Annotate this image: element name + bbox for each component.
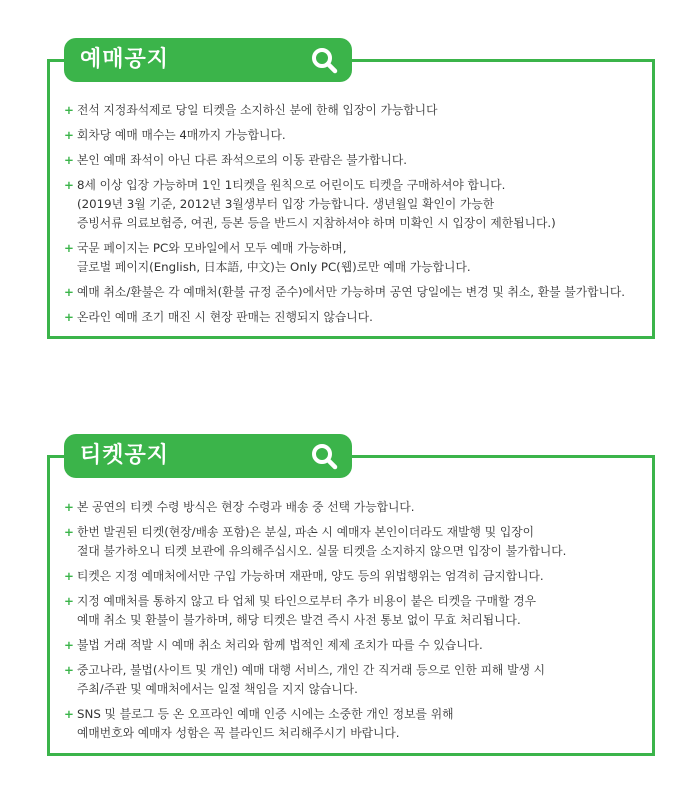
- reservation-notice-list: [64, 101, 644, 333]
- search-icon[interactable]: [310, 46, 338, 74]
- reservation-notice-box: [47, 47, 655, 339]
- list-item: + 본인 예매 좌석이 아닌 다른 좌석으로의 이동 관람은 불가합니다.: [64, 151, 644, 170]
- list-item: + 중고나라, 불법(사이트 및 개인) 예매 대행 서비스, 개인 간 직거래 등으로 인한 피해 발생 시 주최/주관 및 예매처에서는 일절 책임을 지지 않습니다.: [64, 661, 644, 699]
- list-item: + 예매 취소/환불은 각 예매처(환불 규정 준수)에서만 가능하며 공연 당일에는 변경 및 취소, 환불 불가합니다.: [64, 283, 644, 302]
- ticket-notice-list: [64, 498, 644, 749]
- list-item: + 티켓은 지정 예매처에서만 구입 가능하며 재판매, 양도 등의 위법행위는 엄격히 금지합니다.: [64, 567, 644, 586]
- reservation-notice-header: [64, 38, 352, 82]
- list-item: + 한번 발권된 티켓(현장/배송 포함)은 분실, 파손 시 예매자 본인이더라도 재발행 및 입장이 절대 불가하오니 티켓 보관에 유의해주십시오. 실물 티켓을 소지하지 않으면 입장이 불가합니다.: [64, 523, 644, 561]
- list-item: + SNS 및 블로그 등 온 오프라인 예매 인증 시에는 소중한 개인 정보를 위해 예매번호와 예매자 성함은 꼭 블라인드 처리해주시기 바랍니다.: [64, 705, 644, 743]
- ticket-notice-header: [64, 434, 352, 478]
- ticket-notice-box: [47, 443, 655, 756]
- list-item: + 회차당 예매 매수는 4매까지 가능합니다.: [64, 126, 644, 145]
- list-item: + 8세 이상 입장 가능하며 1인 1티켓을 원칙으로 어린이도 티켓을 구매하셔야 합니다. (2019년 3월 기준, 2012년 3월생부터 입장 가능합니다. 생년월일 확인이 가능한 증빙서류 의료보험증, 여권, 등본 등을 반드시 지참하셔야 하며 미확인 시 입장이 제한됩니다.): [64, 176, 644, 233]
- section-title: 예매공지: [80, 47, 170, 72]
- list-item: + 온라인 예매 조기 매진 시 현장 판매는 진행되지 않습니다.: [64, 308, 644, 327]
- list-item: + 지정 예매처를 통하지 않고 타 업체 및 타인으로부터 추가 비용이 붙은 티켓을 구매할 경우 예매 취소 및 환불이 불가하며, 해당 티켓은 발견 즉시 사전 통보 없이 무효 처리됩니다.: [64, 592, 644, 630]
- list-item: + 불법 거래 적발 시 예매 취소 처리와 함께 법적인 제제 조치가 따를 수 있습니다.: [64, 636, 644, 655]
- list-item: + 국문 페이지는 PC와 모바일에서 모두 예매 가능하며, 글로벌 페이지(English, 日本語, 中文)는 Only PC(웹)로만 예매 가능합니다.: [64, 239, 644, 277]
- section-title: 티켓공지: [80, 443, 170, 468]
- list-item: + 전석 지정좌석제로 당일 티켓을 소지하신 분에 한해 입장이 가능합니다: [64, 101, 644, 120]
- search-icon[interactable]: [310, 442, 338, 470]
- list-item: + 본 공연의 티켓 수령 방식은 현장 수령과 배송 중 선택 가능합니다.: [64, 498, 644, 517]
